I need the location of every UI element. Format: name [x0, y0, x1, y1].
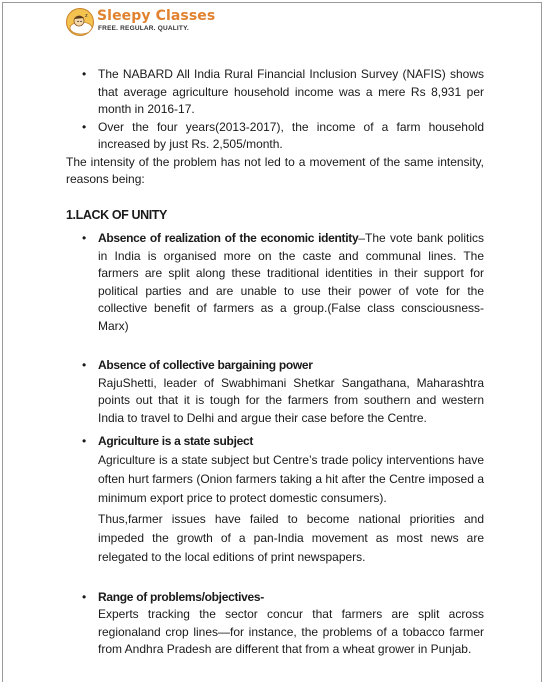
- points-list: [66, 230, 484, 659]
- bullet-icon: •: [82, 67, 87, 81]
- point-heading: Absence of collective bargaining power: [98, 358, 313, 372]
- bullet-icon: •: [82, 231, 87, 245]
- point-heading: Range of problems/objectives-: [98, 589, 265, 604]
- svg-text:z: z: [85, 13, 88, 19]
- bullet-icon: •: [82, 358, 87, 372]
- document-body: [66, 66, 484, 659]
- point-text: Experts tracking the sector concur that farmers are split across regionaland crop lines—for instance, the problems of a tobacco farmer from Andhra Pradesh are different that from a wheat grower in Punjab.: [98, 607, 484, 656]
- bullet-icon: •: [82, 589, 87, 604]
- point-heading: Absence of realization of the economic identity: [98, 231, 359, 245]
- list-item: [82, 230, 484, 335]
- bullet-icon: •: [82, 434, 87, 448]
- brand-tagline: FREE. REGULAR. QUALITY.: [98, 25, 189, 32]
- intro-list: [66, 66, 484, 154]
- intro-bullet-text: Over the four years(2013-2017), the income of a farm household increased by just Rs. 2,505/month.: [98, 119, 484, 151]
- sleeping-mascot-icon: [66, 8, 94, 36]
- bullet-icon: •: [82, 119, 87, 134]
- point-text: RajuShetti, leader of Swabhimani Shetkar Sangathana, Maharashtra points out that it is tough for the farmers from southern and western India to travel to Delhi and argue their case before the Centre.: [98, 375, 484, 425]
- brand-logo: [66, 8, 216, 36]
- point-text: –The vote bank politics in India is organised more on the caste and communal lines. The farmers are split along these traditional identities in their support for political parties and are unable to use their power of vote for the collective benefit of farmers as a group.(False class consciousness-Marx): [98, 231, 484, 333]
- intro-bullet-text: The NABARD All India Rural Financial Inclusion Survey (NAFIS) shows that average agriculture household income was a mere Rs 8,931 per month in 2016-17.: [98, 67, 484, 116]
- list-item: [82, 66, 484, 119]
- list-item: [82, 589, 484, 659]
- list-item: [82, 433, 484, 567]
- brand-title: Sleepy Classes: [97, 8, 216, 24]
- point-heading: Agriculture is a state subject: [98, 434, 254, 448]
- point-text: Agriculture is a state subject but Centre’s trade policy interventions have often hurt farmers (Onion farmers taking a hit after the Centre imposed a minimum export price to protect domestic consumers).: [98, 452, 484, 505]
- intro-paragraph: The intensity of the problem has not led to a movement of the same intensity, reasons being:: [66, 154, 484, 186]
- list-item: [82, 119, 484, 154]
- list-item: [82, 357, 484, 427]
- point-text: Thus,farmer issues have failed to become national priorities and impeded the growth of a pan-India movement as most news are relegated to the local editions of print newspapers.: [98, 511, 484, 564]
- section-heading: 1.LACK OF UNITY: [66, 207, 167, 222]
